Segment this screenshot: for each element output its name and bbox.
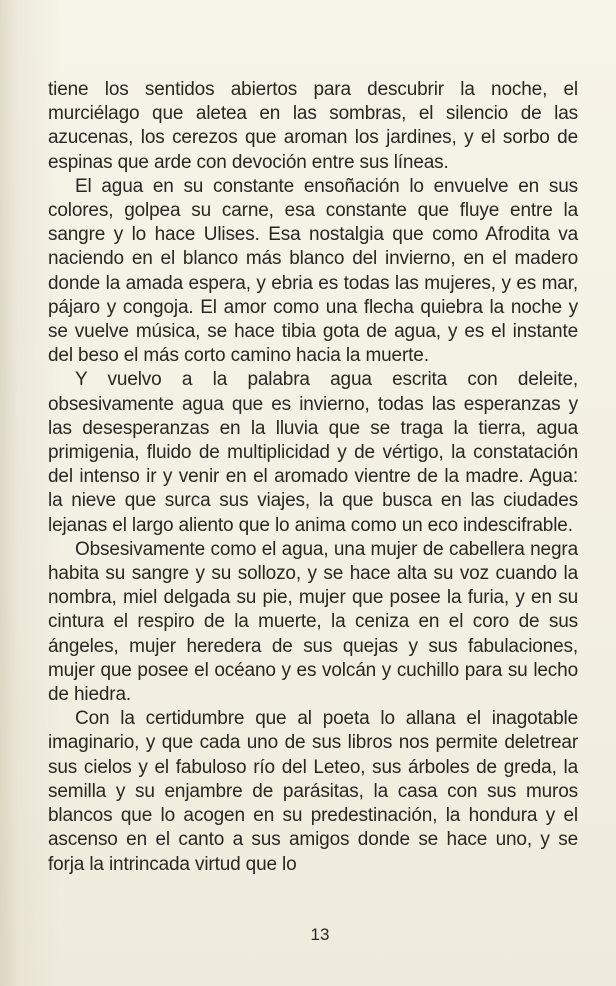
paragraph: Y vuelvo a la palabra agua escrita con deleite, obsesivamente agua que es invierno, todas las esperanzas y las desesperanzas en la lluvia que se traga la tierra, agua primigenia, fluido de multiplicidad y de vértigo, la constatación del intenso ir y venir en el aromado vientre de la madre. Agua: la nieve que surca sus viajes, la que busca en las ciudades lejanas el largo aliento que lo anima como un eco indescifrable. [48,369,578,536]
body-text [48,78,578,877]
paragraph-continued: tiene los sentidos abiertos para descubrir la noche, el murciélago que aletea en las sombras, el silencio de las azucenas, los cerezos que aroman los jardines, y el sorbo de espinas que arde con devoción entre sus líneas. [48,79,578,173]
paragraph: El agua en su constante ensoñación lo envuelve en sus colores, golpea su carne, esa constante que fluye entre la sangre y lo hace Ulises. Esa nostalgia que como Afrodita va naciendo en el blanco más blanco del invierno, en el madero donde la amada espera, y ebria es todas las mujeres, y es mar, pájaro y congoja. El amor como una flecha quiebra la noche y se vuelve música, se hace tibia gota de agua, y es el instante del beso el más corto camino hacia la muerte. [48,175,578,367]
page-number: 13 [310,925,330,944]
paragraph: Con la certidumbre que al poeta lo allana el inagotable imaginario, y que cada uno de sus libros nos permite deletrear sus cielos y el fabuloso río del Leteo, sus árboles de greda, la semilla y su enjambre de parásitas, la casa con sus muros blancos que lo acogen en su predestinación, la hondura y el ascenso en el canto a sus amigos donde se hace uno, y se forja la intrincada virtud que lo [48,708,578,875]
paragraph: Obsesivamente como el agua, una mujer de cabellera negra habita su sangre y su sollozo, y se hace alta su voz cuando la nombra, miel delgada su pie, mujer que posee la furia, y en su cintura el respiro de la muerte, la ceniza en el coro de sus ángeles, mujer heredera de sus quejas y sus fabulaciones, mujer que posee el océano y es volcán y cuchillo para su lecho de hiedra. [48,538,578,706]
